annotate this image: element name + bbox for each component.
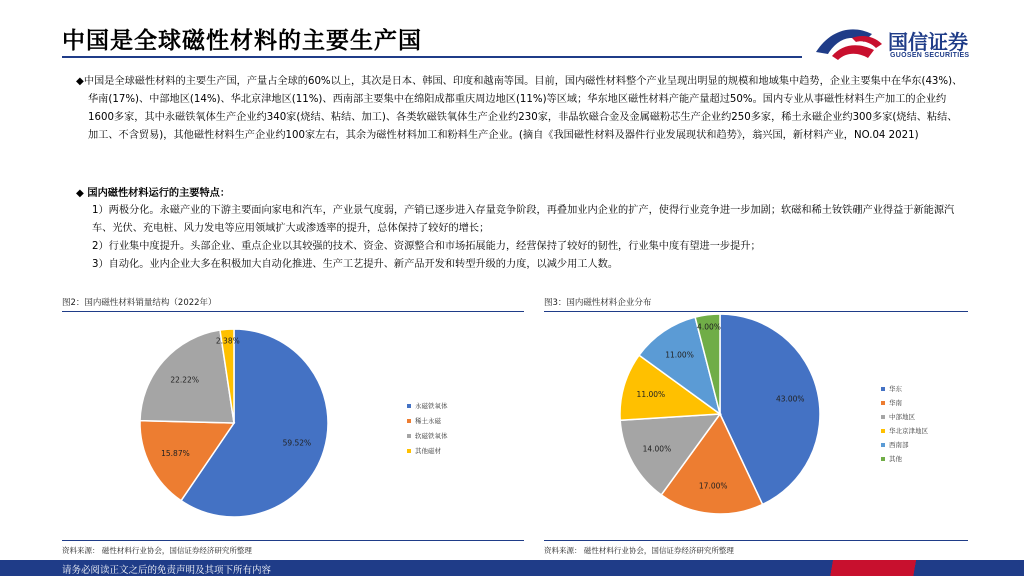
logo-text: 国信证券	[888, 30, 968, 54]
slice-label: 59.52%	[282, 438, 312, 448]
feature-list	[92, 202, 962, 274]
legend-label: 软磁铁氧体	[415, 432, 448, 440]
page-title: 中国是全球磁性材料的主要生产国	[62, 28, 422, 54]
legend-label: 西南部	[889, 441, 909, 449]
fig3-pie-chart	[544, 314, 968, 540]
legend-swatch	[407, 419, 411, 423]
legend-swatch	[881, 401, 885, 405]
title-underline	[62, 56, 802, 58]
intro-text: 中国是全球磁性材料的主要生产国，产量占全球的60%以上，其次是日本、韩国、印度和越南等国。目前，国内磁性材料整个产业呈现出明显的规模和地域集中趋势，企业主要集中在华东(43%)、华南(17%)、中部地区(14%)、华北京津地区(11%)、西南部主要集中在绵阳成都重庆周边地区(11%)等区域；华东地区磁性材料产能产量超过50%。国内专业从事磁性材料生产加工的企业约1600多家，其中永磁铁氧体生产企业约340家(烧结、粘结、加工)、各类软磁铁氧体生产企业约230家，非晶软磁合金及金属磁粉芯生产企业约250多家，稀土永磁企业约300多家(烧结、粘结、加工、不含贸易)，其他磁性材料生产企业约100家左右，其余为磁性材料加工和粉料生产企业。(摘自《我国磁性材料及器件行业发展现状和趋势》，翁兴国，新材料产业，NO.04 2021)	[83, 76, 963, 141]
logo-text-en: GUOSEN SECURITIES	[890, 52, 970, 59]
list-item: 1）两极分化。永磁产业的下游主要面向家电和汽车，产业景气度弱，产销已逐步进入存量竞争阶段，再叠加业内企业的扩产，使得行业竞争进一步加剧；软磁和稀土钕铁硼产业得益于新能源汽车、光伏、充电桩、风力发电等应用领域扩大或渗透率的提升，总体保持了较好的增长；	[92, 205, 955, 234]
fig2-title-rule	[62, 311, 524, 312]
slice-label: 22.22%	[170, 375, 199, 385]
legend-swatch	[881, 387, 885, 391]
disclaimer-text: 请务必阅读正文之后的免责声明及其项下所有内容	[62, 565, 272, 576]
slice-label: 11.00%	[636, 389, 666, 399]
legend-swatch	[881, 457, 885, 461]
legend-swatch	[881, 415, 885, 419]
section-heading-text: 国内磁性材料运行的主要特点：	[87, 188, 231, 199]
list-item: 2）行业集中度提升。头部企业、重点企业以其较强的技术、资金、资源整合和市场拓展能力，经营保持了较好的韧性，行业集中度有望进一步提升；	[92, 241, 761, 252]
legend-label: 稀土永磁	[415, 417, 441, 425]
slice-label: 2.38%	[215, 336, 240, 346]
legend-swatch	[881, 443, 885, 447]
slice-label: 15.87%	[161, 449, 190, 459]
section-heading	[76, 184, 230, 199]
legend-swatch	[407, 404, 411, 408]
list-item: 3）自动化。业内企业大多在积极加大自动化推进、生产工艺提升、新产品开发和转型升级的力度，以减少用工人数。	[92, 259, 619, 270]
legend-label: 中部地区	[889, 413, 915, 421]
legend-label: 华东	[889, 385, 902, 393]
fig2-pie-chart	[62, 314, 524, 540]
fig2-bottom-rule	[62, 540, 524, 541]
slice-label: 17.00%	[698, 481, 728, 491]
slice-label: 43.00%	[775, 394, 805, 404]
footer-decoration	[750, 560, 1024, 576]
legend-label: 华北京津地区	[889, 427, 928, 435]
legend-swatch	[407, 449, 411, 453]
fig2-source: 资料来源： 磁性材料行业协会，国信证券经济研究所整理	[62, 546, 252, 555]
legend-label: 其他磁材	[415, 447, 441, 455]
fig3-title-rule	[544, 311, 968, 312]
legend-swatch	[881, 429, 885, 433]
fig3-bottom-rule	[544, 540, 968, 541]
fig2-title: 图2：国内磁性材料销量结构（2022年）	[62, 298, 217, 308]
legend-swatch	[407, 434, 411, 438]
legend-label: 其他	[889, 455, 902, 463]
legend-label: 华南	[889, 399, 902, 407]
fig3-source: 资料来源： 磁性材料行业协会，国信证券经济研究所整理	[544, 546, 734, 555]
intro-paragraph	[76, 73, 966, 145]
fig3-title: 图3：国内磁性材料企业分布	[544, 298, 652, 308]
bullet-icon: ◆	[76, 188, 84, 199]
slice-label: 14.00%	[642, 444, 672, 454]
slice-label: 11.00%	[665, 350, 694, 360]
bullet-icon: ◆	[76, 76, 84, 87]
slice-label: 4.00%	[697, 322, 721, 332]
legend-label: 永磁铁氧体	[415, 402, 448, 410]
